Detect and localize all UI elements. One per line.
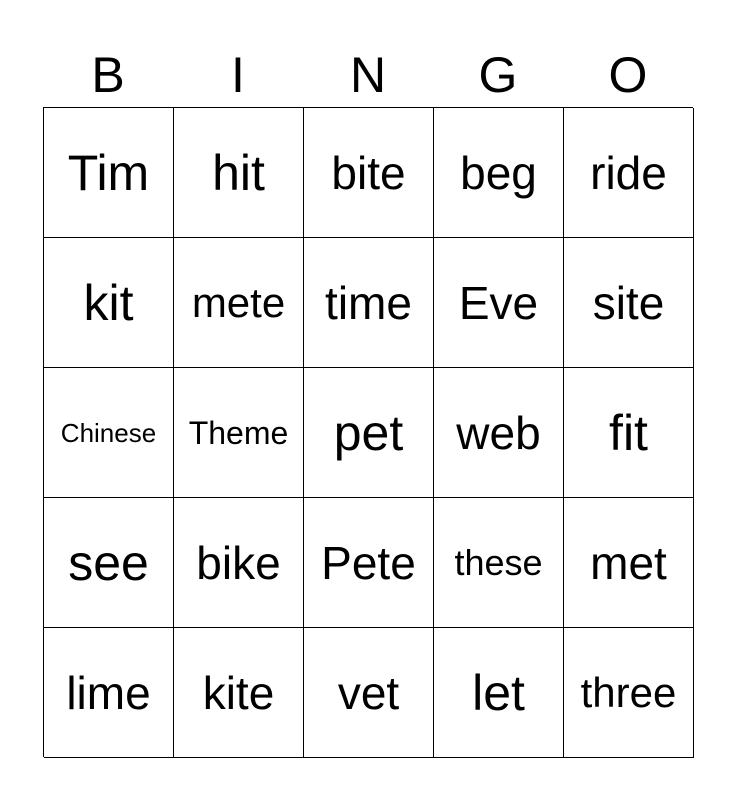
bingo-cell[interactable]: met: [564, 498, 694, 628]
bingo-cell[interactable]: fit: [564, 368, 694, 498]
bingo-cell[interactable]: bite: [304, 108, 434, 238]
bingo-cell[interactable]: kit: [44, 238, 174, 368]
bingo-cell[interactable]: Chinese: [44, 368, 174, 498]
bingo-cell[interactable]: time: [304, 238, 434, 368]
header-letter-g: G: [478, 47, 518, 103]
header-letter-b: B: [91, 47, 125, 103]
header-letter-i: I: [231, 47, 245, 103]
bingo-cell[interactable]: Tim: [44, 108, 174, 238]
bingo-cell[interactable]: these: [434, 498, 564, 628]
bingo-cell[interactable]: mete: [174, 238, 304, 368]
bingo-cell[interactable]: let: [434, 628, 564, 758]
bingo-cell[interactable]: site: [564, 238, 694, 368]
bingo-cell[interactable]: three: [564, 628, 694, 758]
bingo-cell[interactable]: Pete: [304, 498, 434, 628]
bingo-cell[interactable]: bike: [174, 498, 304, 628]
bingo-cell[interactable]: lime: [44, 628, 174, 758]
bingo-header: [43, 44, 693, 106]
bingo-cell[interactable]: Theme: [174, 368, 304, 498]
bingo-board: [43, 107, 693, 757]
bingo-cell[interactable]: hit: [174, 108, 304, 238]
bingo-cell[interactable]: beg: [434, 108, 564, 238]
bingo-cell[interactable]: see: [44, 498, 174, 628]
header-letter-o: O: [608, 47, 648, 103]
bingo-cell[interactable]: vet: [304, 628, 434, 758]
bingo-cell[interactable]: ride: [564, 108, 694, 238]
bingo-cell[interactable]: web: [434, 368, 564, 498]
bingo-cell[interactable]: pet: [304, 368, 434, 498]
bingo-cell[interactable]: Eve: [434, 238, 564, 368]
bingo-cell[interactable]: kite: [174, 628, 304, 758]
header-letter-n: N: [349, 47, 387, 103]
